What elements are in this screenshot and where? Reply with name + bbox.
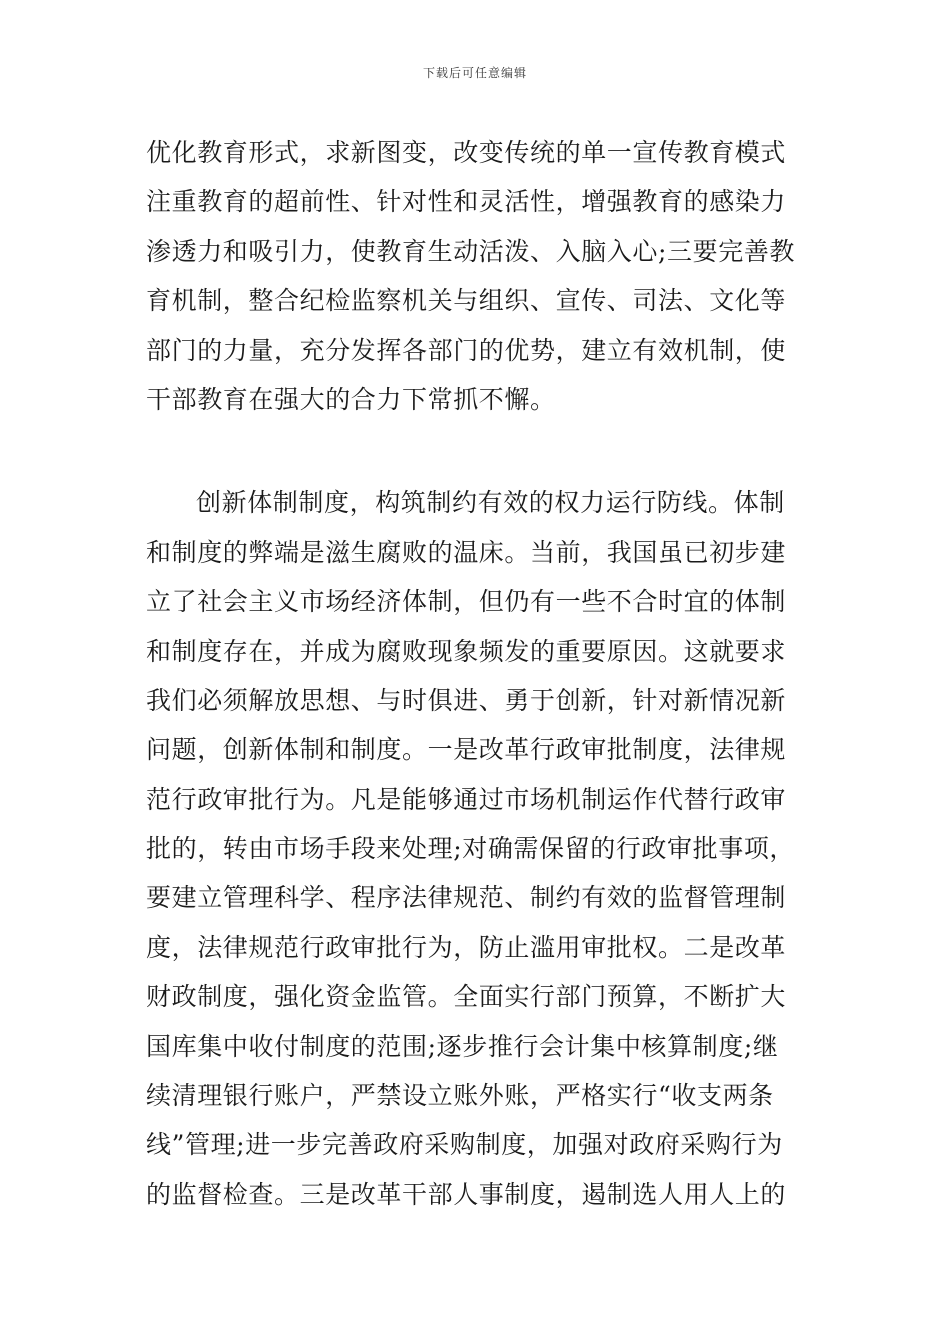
download-note: 下载后可任意编辑 [422, 66, 527, 80]
text-line: 干部教育在强大的合力下常抓不懈。 [146, 384, 556, 414]
text-line: 育机制，整合纪检监察机关与组织、宣传、司法、文化等 [146, 286, 787, 316]
text-line: 创新体制制度，构筑制约有效的权力运行防线。体制 [196, 488, 785, 518]
text-line: 问题，创新体制和制度。一是改革行政审批制度，法律规 [146, 735, 787, 765]
text-line: 批的，转由市场手段来处理;对确需保留的行政审批事项， [146, 834, 796, 864]
text-line: 度，法律规范行政审批行为，防止滥用审批权。二是改革 [146, 932, 787, 962]
text-line: 和制度的弊端是滋生腐败的温床。当前，我国虽已初步建 [146, 537, 787, 567]
text-line: 范行政审批行为。凡是能够通过市场机制运作代替行政审 [146, 784, 787, 814]
text-line: 的监督检查。三是改革干部人事制度，遏制选人用人上的 [146, 1179, 787, 1209]
text-line: 注重教育的超前性、针对性和灵活性，增强教育的感染力 [146, 187, 787, 217]
text-line: 国库集中收付制度的范围;逐步推行会计集中核算制度;继 [146, 1031, 779, 1061]
text-line: 立了社会主义市场经济体制，但仍有一些不合时宜的体制 [146, 587, 787, 617]
paragraph-2 [146, 478, 808, 1219]
text-line: 我们必须解放思想、与时俱进、勇于创新，针对新情况新 [146, 685, 787, 715]
text-line: 财政制度，强化资金监管。全面实行部门预算，不断扩大 [146, 982, 787, 1012]
paragraph-1 [146, 128, 808, 424]
text-line: 要建立管理科学、程序法律规范、制约有效的监督管理制 [146, 883, 787, 913]
paragraph-spacer [146, 424, 808, 478]
text-line: 线”管理;进一步完善政府采购制度，加强对政府采购行为 [146, 1130, 783, 1160]
text-line: 和制度存在，并成为腐败现象频发的重要原因。这就要求 [146, 636, 787, 666]
text-line: 渗透力和吸引力，使教育生动活泼、入脑入心;三要完善教 [146, 236, 796, 266]
text-line: 部门的力量，充分发挥各部门的优势，建立有效机制，使 [146, 335, 787, 365]
text-line: 优化教育形式，求新图变，改变传统的单一宣传教育模式 [146, 138, 787, 167]
document-body [146, 128, 808, 1219]
text-line: 续清理银行账户，严禁设立账外账，严格实行“收支两条 [146, 1081, 774, 1111]
